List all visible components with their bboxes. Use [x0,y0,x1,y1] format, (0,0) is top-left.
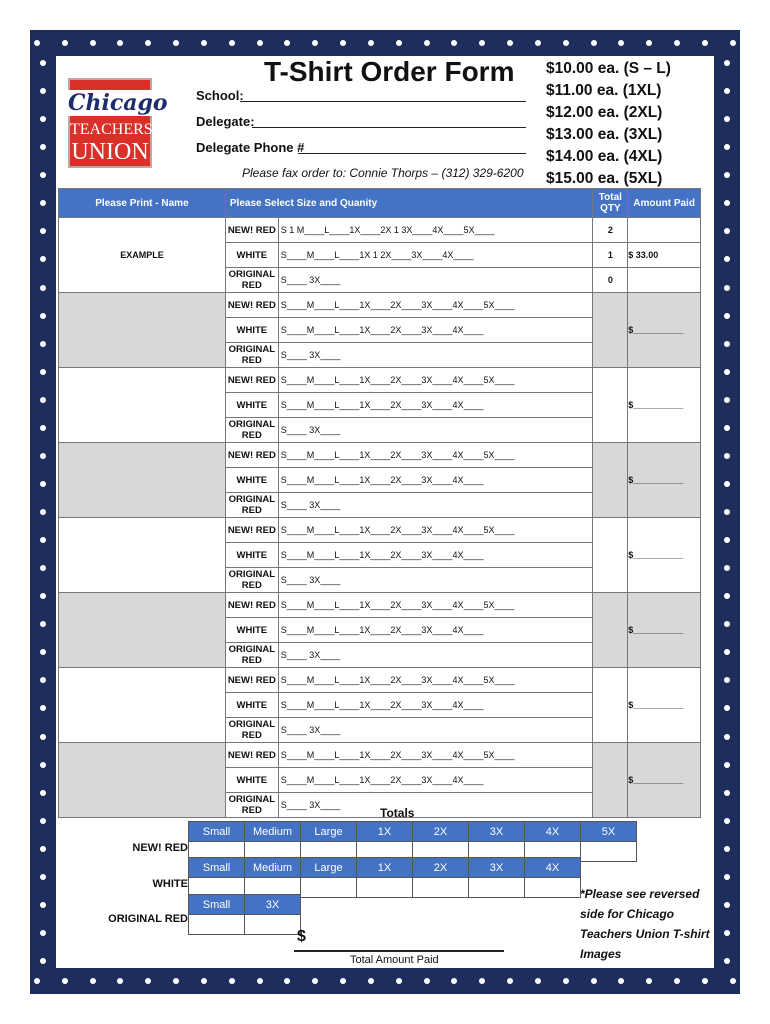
amount-field[interactable]: $__________ [628,593,701,668]
border-dot [40,481,46,487]
delegate-field[interactable] [252,127,526,128]
type-new: NEW! RED [225,518,278,543]
border-dot [618,978,624,984]
type-orig: ORIGINAL RED [225,718,278,743]
border-dot [724,846,730,852]
example-amount: $ 33.00 [628,243,701,268]
totals-header-cell: 1X [357,858,413,878]
border-dot [40,509,46,515]
border-dot [724,762,730,768]
example-sizes-white: S____M____L____1X 1 2X____3X____4X____ [278,243,593,268]
sizes-white-field[interactable]: S____M____L____1X____2X____3X____4X____ [278,318,593,343]
border-dot [40,902,46,908]
type-new: NEW! RED [225,368,278,393]
sizes-new-field[interactable]: S____M____L____1X____2X____3X____4X____5X____ [278,668,593,693]
order-table [58,188,701,818]
border-dot [451,40,457,46]
totals-header-cell: Small [189,895,245,915]
type-new: NEW! RED [225,743,278,768]
sizes-white-field[interactable]: S____M____L____1X____2X____3X____4X____ [278,393,593,418]
type-white: WHITE [225,693,278,718]
col-name-header: Please Print - Name [59,189,226,218]
border-dot [40,818,46,824]
border-dot [724,453,730,459]
example-qty-orig: 0 [593,268,628,293]
name-field[interactable] [59,743,226,818]
border-dot [535,40,541,46]
border-dot [284,978,290,984]
type-white: WHITE [225,618,278,643]
border-dot [145,978,151,984]
totals-title: Totals [380,806,415,820]
qty-field[interactable] [593,593,628,668]
border-dot [201,40,207,46]
totals-orig-label: ORIGINAL RED [108,913,188,925]
price-5xl: $15.00 ea. (5XL) [546,170,663,187]
totals-white-label: WHITE [152,878,188,890]
border-dot [62,978,68,984]
phone-label: Delegate Phone # [196,140,305,155]
sizes-orig-field[interactable]: S____ 3X____ [278,343,593,368]
border-dot [724,369,730,375]
totals-header-cell: 3X [469,858,525,878]
sizes-orig-field[interactable]: S____ 3X____ [278,793,593,818]
border-dot [34,40,40,46]
type-white: WHITE [225,543,278,568]
name-field[interactable] [59,593,226,668]
page-title: T-Shirt Order Form [264,56,515,87]
type-orig: ORIGINAL RED [225,643,278,668]
border-dot [40,621,46,627]
border-dot [40,228,46,234]
border-dot [724,200,730,206]
border-dot [40,762,46,768]
example-name: EXAMPLE [59,218,226,293]
totals-header-cell: 5X [581,822,637,842]
border-dot [40,285,46,291]
totals-value-cell[interactable] [469,878,525,898]
totals-value-cell[interactable] [189,915,245,935]
totals-header-cell: Small [189,858,245,878]
border-dot [40,846,46,852]
border-dot [40,677,46,683]
border-dot [507,978,513,984]
qty-field[interactable] [593,518,628,593]
name-field[interactable] [59,368,226,443]
type-new: NEW! RED [225,593,278,618]
type-white: WHITE [225,243,278,268]
amount-field[interactable]: $__________ [628,743,701,818]
amount-field[interactable]: $__________ [628,293,701,368]
border-dot [563,40,569,46]
border-dot [479,40,485,46]
example-qty-new: 2 [593,218,628,243]
border-dot [396,978,402,984]
totals-header-cell: 4X [525,822,581,842]
sizes-white-field[interactable]: S____M____L____1X____2X____3X____4X____ [278,618,593,643]
border-dot [424,40,430,46]
price-2xl: $12.00 ea. (2XL) [546,104,663,121]
col-amount-header: Amount Paid [628,189,701,218]
border-dot [40,649,46,655]
border-dot [40,425,46,431]
type-new: NEW! RED [225,668,278,693]
border-dot [340,978,346,984]
col-qty-header: Total QTY [593,189,628,218]
sizes-orig-field[interactable]: S____ 3X____ [278,643,593,668]
border-dot [40,144,46,150]
order-rows [59,293,701,818]
delegate-label: Delegate: [196,114,255,129]
totals-header-cell: 2X [413,822,469,842]
school-label: School: [196,88,244,103]
name-field[interactable] [59,518,226,593]
totals-header-cell: 2X [413,858,469,878]
price-s-l: $10.00 ea. (S – L) [546,60,671,77]
border-dot [257,40,263,46]
border-dot [535,978,541,984]
border-dot [724,116,730,122]
border-dot [646,40,652,46]
border-dot [730,978,736,984]
totals-header-cell: Medium [245,822,301,842]
col-sizes-header: Please Select Size and Quanity [225,189,593,218]
amount-field[interactable]: $__________ [628,668,701,743]
border-dot [40,537,46,543]
border-dot [40,397,46,403]
totals-header-cell: 3X [245,895,301,915]
totals-value-cell[interactable] [357,878,413,898]
border-dot [724,565,730,571]
border-dot [34,978,40,984]
border-dot [229,40,235,46]
border-dot [724,930,730,936]
name-field[interactable] [59,293,226,368]
border-dot [724,677,730,683]
border-dot [730,40,736,46]
border-dot [674,40,680,46]
border-dot [40,256,46,262]
border-dot [40,930,46,936]
border-dot [724,621,730,627]
sizes-orig-field[interactable]: S____ 3X____ [278,718,593,743]
sizes-orig-field[interactable]: S____ 3X____ [278,568,593,593]
sizes-new-field[interactable]: S____M____L____1X____2X____3X____4X____5X____ [278,518,593,543]
totals-header-cell: 1X [357,822,413,842]
border-dot [507,40,513,46]
border-dot [40,172,46,178]
border-dot [340,40,346,46]
total-amount-field[interactable] [294,950,504,952]
totals-value-cell[interactable] [413,878,469,898]
totals-header-cell: Large [301,822,357,842]
price-4xl: $14.00 ea. (4XL) [546,148,663,165]
border-dot [40,593,46,599]
qty-field[interactable] [593,668,628,743]
totals-value-cell[interactable] [581,842,637,862]
border-dot [40,790,46,796]
type-orig: ORIGINAL RED [225,568,278,593]
total-dollar-sign: $ [297,928,306,945]
type-original-red: ORIGINAL RED [225,268,278,293]
phone-field[interactable] [298,153,526,154]
totals-header-cell: 3X [469,822,525,842]
sizes-orig-field[interactable]: S____ 3X____ [278,493,593,518]
example-sizes-new: S 1 M____L____1X____2X 1 3X____4X____5X____ [278,218,593,243]
border-dot [145,40,151,46]
border-dot [591,40,597,46]
border-dot [117,978,123,984]
type-white: WHITE [225,318,278,343]
border-dot [396,40,402,46]
border-dot [90,978,96,984]
totals-value-cell[interactable] [525,878,581,898]
border-dot [563,978,569,984]
sizes-new-field[interactable]: S____M____L____1X____2X____3X____4X____5X____ [278,293,593,318]
total-paid-label: Total Amount Paid [350,954,439,966]
totals-white-table [188,857,581,898]
border-dot [724,958,730,964]
qty-field[interactable] [593,368,628,443]
border-dot [724,144,730,150]
border-dot [173,40,179,46]
border-dot [724,88,730,94]
border-dot [724,341,730,347]
border-dot [724,537,730,543]
border-dot [724,874,730,880]
totals-header-cell: Large [301,858,357,878]
type-orig: ORIGINAL RED [225,793,278,818]
border-dot [229,978,235,984]
border-dot [702,40,708,46]
border-dot [40,313,46,319]
border-dot [724,425,730,431]
border-dot [40,565,46,571]
border-dot [40,958,46,964]
border-dot [646,978,652,984]
border-dot [312,40,318,46]
border-dot [40,60,46,66]
type-new-red: NEW! RED [225,218,278,243]
example-row-group [59,218,701,293]
border-dot [724,481,730,487]
border-dot [201,978,207,984]
qty-field[interactable] [593,443,628,518]
qty-field[interactable] [593,743,628,818]
type-new: NEW! RED [225,443,278,468]
border-dot [724,256,730,262]
border-dot [40,874,46,880]
type-white: WHITE [225,468,278,493]
school-field[interactable] [240,101,526,102]
amount-field[interactable]: $__________ [628,518,701,593]
border-dot [312,978,318,984]
border-dot [40,116,46,122]
border-dot [724,790,730,796]
border-dot [702,978,708,984]
border-dot [591,978,597,984]
border-dot [40,200,46,206]
type-new: NEW! RED [225,293,278,318]
ctu-logo: Chicago TEACHERS UNION [68,78,152,168]
sizes-new-field[interactable]: S____M____L____1X____2X____3X____4X____5X____ [278,443,593,468]
type-orig: ORIGINAL RED [225,418,278,443]
reverse-side-note: *Please see reversed side for Chicago Teachers Union T-shirt Images [580,887,710,961]
qty-field[interactable] [593,293,628,368]
totals-value-cell[interactable] [245,915,301,935]
border-dot [117,40,123,46]
border-dot [40,705,46,711]
example-qty-white: 1 [593,243,628,268]
border-dot [724,228,730,234]
totals-header-cell: Medium [245,858,301,878]
totals-new-table [188,821,637,862]
amount-field[interactable]: $__________ [628,443,701,518]
totals-orig-table [188,894,301,935]
border-dot [724,509,730,515]
border-dot [724,649,730,655]
border-dot [724,285,730,291]
amount-field[interactable]: $__________ [628,368,701,443]
example-sizes-orig: S____ 3X____ [278,268,593,293]
border-dot [724,818,730,824]
sizes-white-field[interactable]: S____M____L____1X____2X____3X____4X____ [278,468,593,493]
sizes-new-field[interactable]: S____M____L____1X____2X____3X____4X____5X____ [278,368,593,393]
border-dot [284,40,290,46]
border-dot [368,978,374,984]
name-field[interactable] [59,443,226,518]
border-dot [40,369,46,375]
totals-new-label: NEW! RED [132,842,188,854]
price-1xl: $11.00 ea. (1XL) [546,82,662,99]
border-dot [724,705,730,711]
sizes-white-field[interactable]: S____M____L____1X____2X____3X____4X____ [278,693,593,718]
totals-header-cell: Small [189,822,245,842]
border-dot [257,978,263,984]
border-dot [451,978,457,984]
border-dot [40,734,46,740]
border-dot [479,978,485,984]
totals-value-cell[interactable] [301,878,357,898]
border-dot [368,40,374,46]
sizes-orig-field[interactable]: S____ 3X____ [278,418,593,443]
name-field[interactable] [59,668,226,743]
type-orig: ORIGINAL RED [225,343,278,368]
price-list [546,58,671,190]
border-dot [40,88,46,94]
sizes-new-field[interactable]: S____M____L____1X____2X____3X____4X____5X____ [278,593,593,618]
border-dot [724,734,730,740]
type-white: WHITE [225,768,278,793]
border-dot [674,978,680,984]
border-dot [724,172,730,178]
border-dot [173,978,179,984]
price-3xl: $13.00 ea. (3XL) [546,126,663,143]
totals-header-cell: 4X [525,858,581,878]
border-dot [40,453,46,459]
border-dot [40,341,46,347]
sizes-white-field[interactable]: S____M____L____1X____2X____3X____4X____ [278,543,593,568]
sizes-white-field[interactable]: S____M____L____1X____2X____3X____4X____ [278,768,593,793]
type-orig: ORIGINAL RED [225,493,278,518]
border-dot [90,40,96,46]
border-dot [724,313,730,319]
border-dot [424,978,430,984]
border-dot [724,902,730,908]
border-dot [724,60,730,66]
border-dot [724,593,730,599]
border-dot [62,40,68,46]
border-dot [724,397,730,403]
type-white: WHITE [225,393,278,418]
fax-note: Please fax order to: Connie Thorps – (312) 329-6200 [242,166,524,180]
border-dot [618,40,624,46]
sizes-new-field[interactable]: S____M____L____1X____2X____3X____4X____5X____ [278,743,593,768]
